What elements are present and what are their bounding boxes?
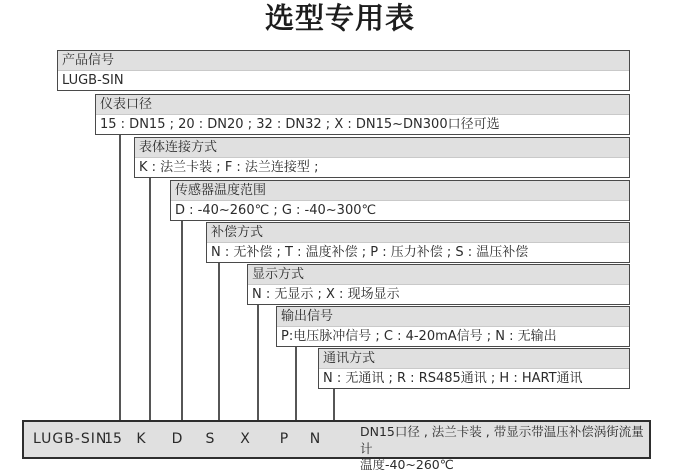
example-code-temp-range: D: [171, 431, 183, 447]
example-code-compensation: S: [205, 431, 215, 447]
selection-box-body-connection: [134, 137, 630, 178]
box-options-text: LUGB-SIN: [58, 71, 629, 90]
box-options-text: 15 : DN15 ; 20 : DN20 ; 32 : DN32 ; X : DN15~DN300口径可选: [96, 115, 629, 134]
connector-line-display: [257, 305, 259, 421]
example-description: [360, 424, 650, 470]
connector-line-diameter: [119, 135, 121, 421]
selection-box-display-mode: [247, 264, 630, 305]
connector-line-temp-range: [181, 221, 183, 421]
box-options-text: K : 法兰卡装 ; F : 法兰连接型 ;: [135, 158, 629, 177]
box-options-text: P:电压脉冲信号 ; C : 4-20mA信号 ; N : 无输出: [277, 327, 629, 346]
example-description-line2: 温度-40~260℃: [360, 457, 454, 470]
selection-box-product-signal: [57, 50, 630, 91]
box-header-label: 补偿方式: [207, 223, 629, 243]
example-code-communication: N: [309, 431, 321, 447]
selection-box-sensor-temp-range: [170, 180, 630, 221]
page-title: 选型专用表: [264, 1, 415, 35]
connector-line-communication: [333, 389, 335, 421]
example-code-output: P: [279, 431, 289, 447]
selection-box-output-signal: [276, 306, 630, 347]
example-description-line1: DN15口径 , 法兰卡装 , 带显示带温压补偿涡街流量计: [360, 424, 644, 456]
connector-line-output: [295, 347, 297, 421]
example-code-display: X: [240, 431, 250, 447]
example-code-connection: K: [136, 431, 146, 447]
box-options-text: N : 无补偿 ; T : 温度补偿 ; P : 压力补偿 ; S : 温压补偿: [207, 243, 629, 262]
box-header-label: 输出信号: [277, 307, 629, 327]
connector-line-connection: [149, 178, 151, 421]
box-header-label: 表体连接方式: [135, 138, 629, 158]
example-model-prefix: LUGB-SIN: [33, 431, 108, 447]
box-header-label: 显示方式: [248, 265, 629, 285]
box-header-label: 传感器温度范围: [171, 181, 629, 201]
selection-box-communication-mode: [318, 348, 630, 389]
box-header-label: 仪表口径: [96, 95, 629, 115]
example-code-diameter: 15: [104, 431, 122, 447]
box-header-label: 通讯方式: [319, 349, 629, 369]
selection-box-meter-diameter: [95, 94, 630, 135]
selection-box-compensation-mode: [206, 222, 630, 263]
box-header-label: 产品信号: [58, 51, 629, 71]
box-options-text: D : -40~260℃ ; G : -40~300℃: [171, 201, 629, 220]
connector-line-compensation: [218, 263, 220, 421]
example-model-bar: [22, 420, 651, 470]
box-options-text: N : 无通讯 ; R : RS485通讯 ; H : HART通讯: [319, 369, 629, 388]
box-options-text: N : 无显示 ; X : 现场显示: [248, 285, 629, 304]
